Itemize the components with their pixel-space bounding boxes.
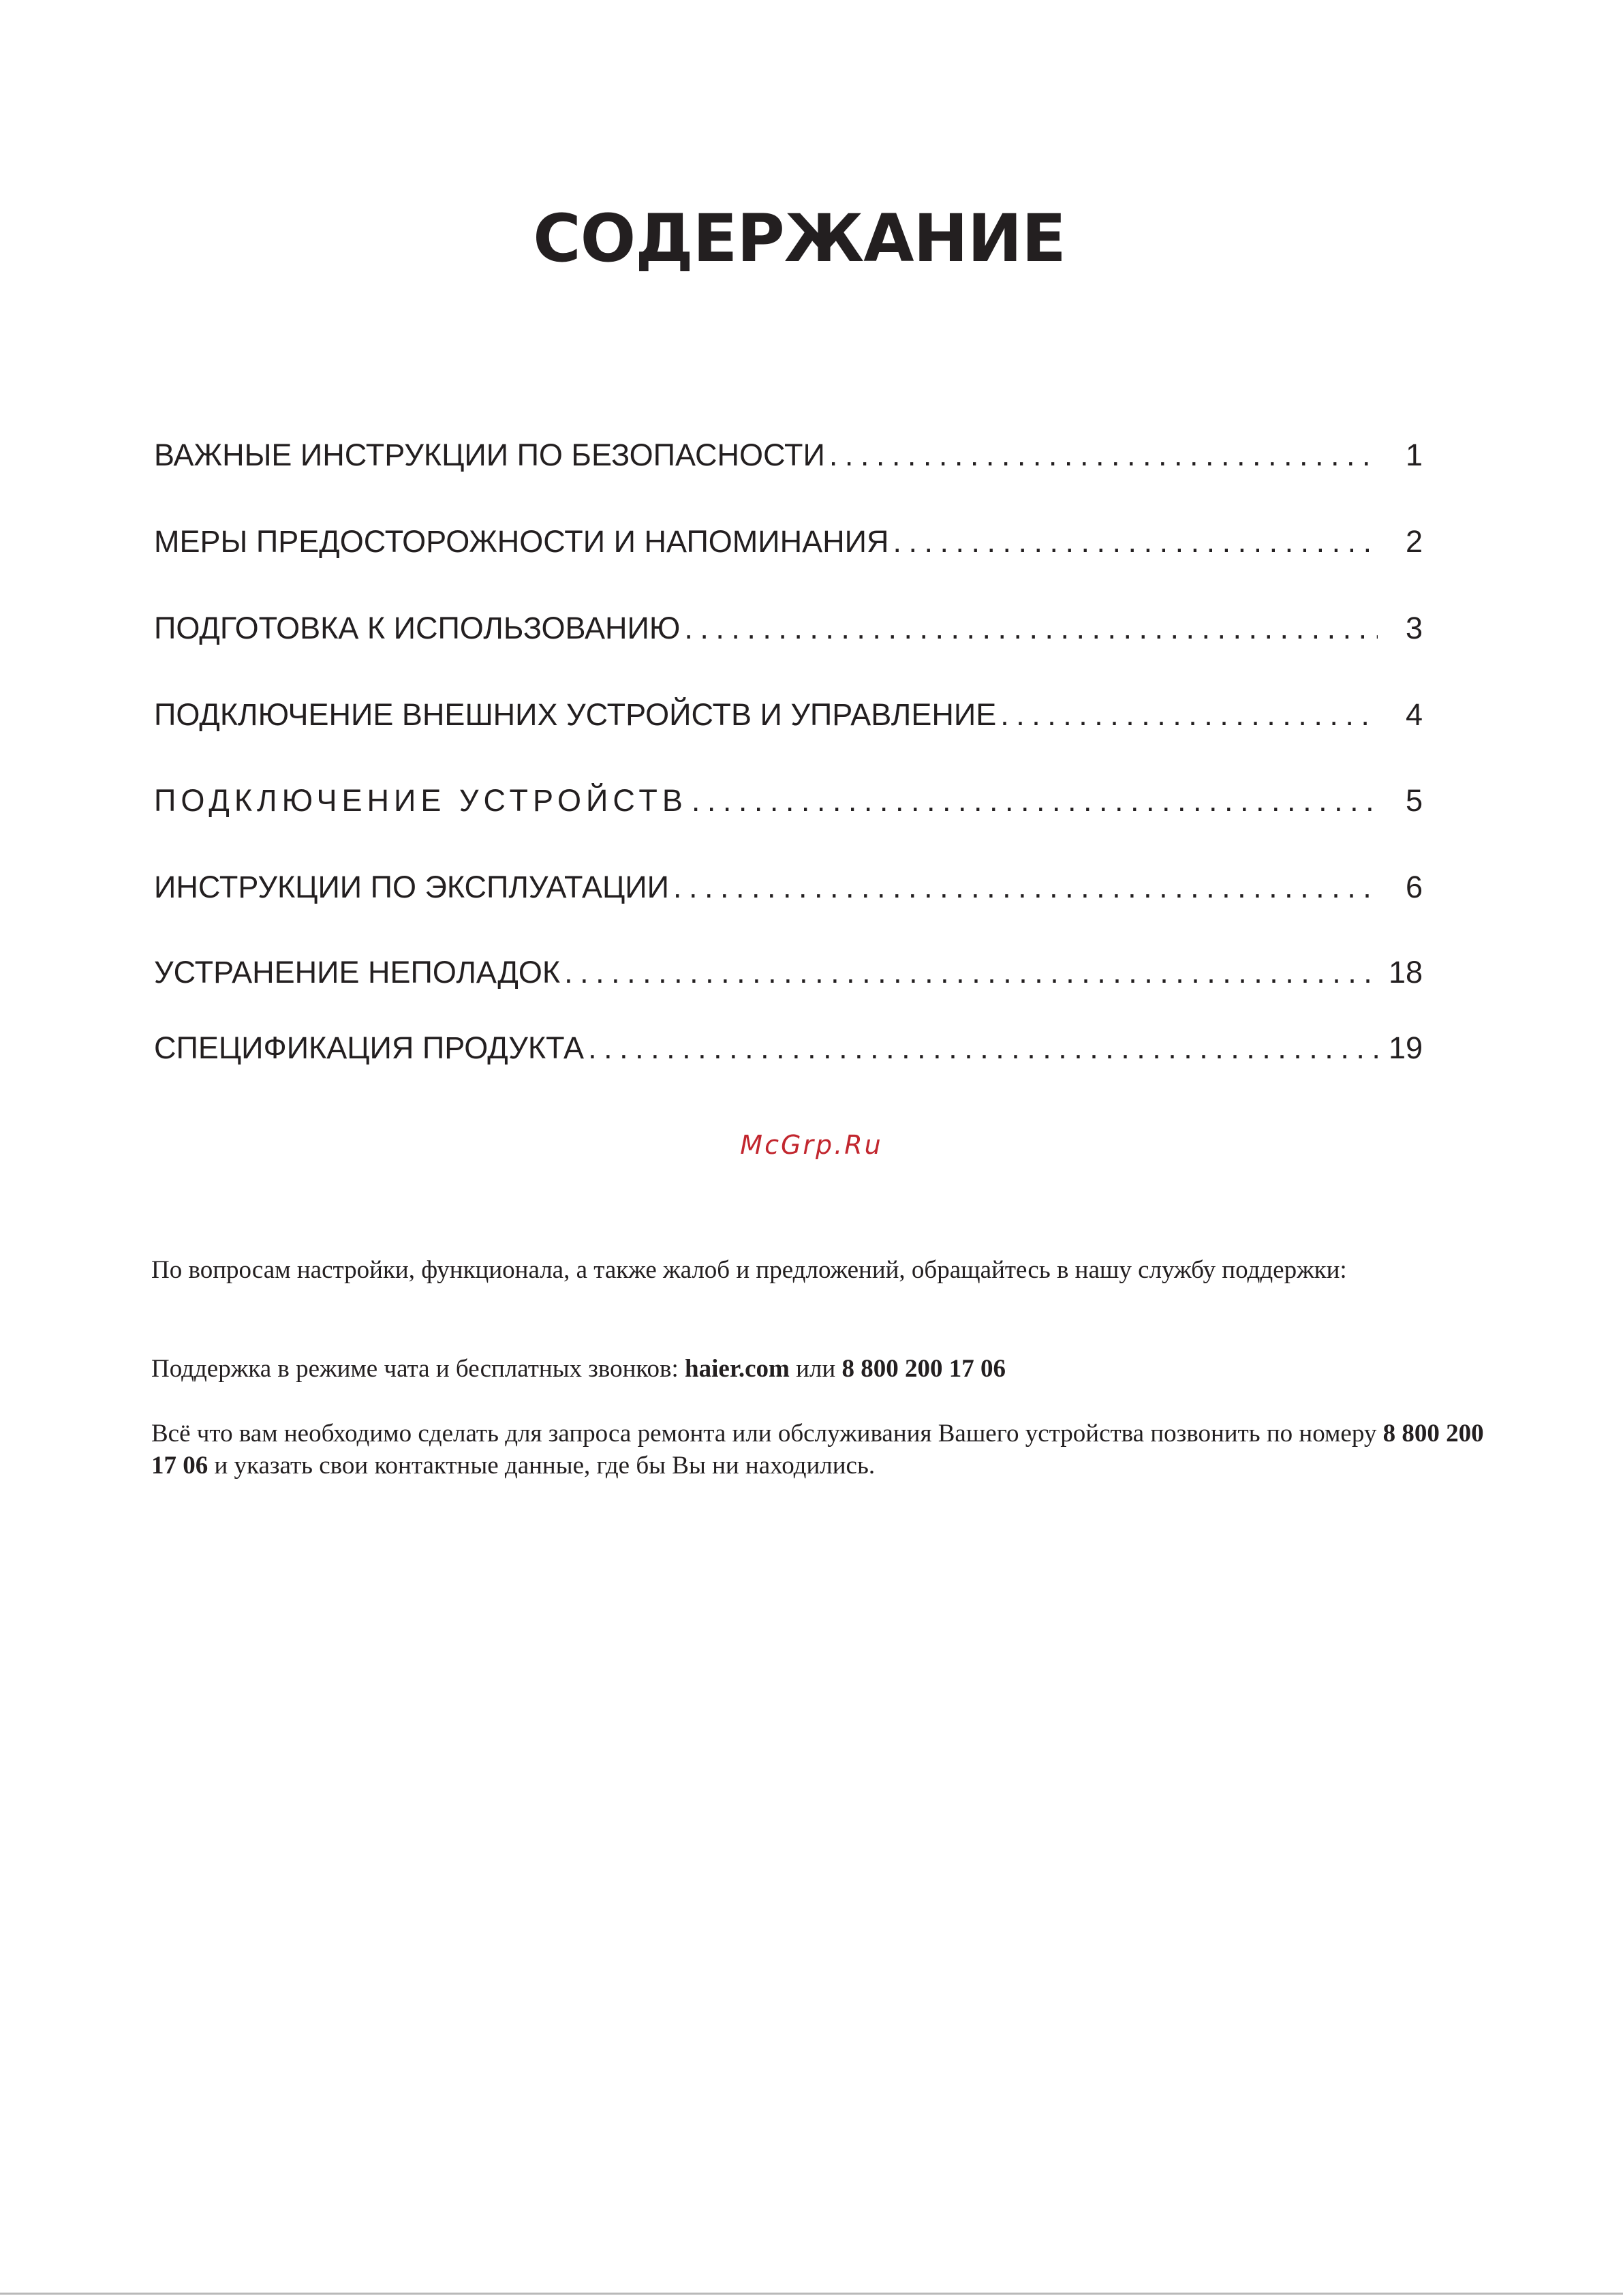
support-repair-phone: 8 800 200 17 06 [151, 1420, 1484, 1480]
toc-entry-title: ВАЖНЫЕ ИНСТРУКЦИИ ПО БЕЗОПАСНОСТИ [154, 438, 825, 472]
toc-entry-title: ИНСТРУКЦИИ ПО ЭКСПЛУАТАЦИИ [154, 870, 669, 904]
page-title: СОДЕРЖАНИЕ [533, 200, 1066, 277]
toc-leader-dots [564, 951, 1378, 994]
toc-entry-title: УСТРАНЕНИЕ НЕПОЛАДОК [154, 955, 561, 990]
toc-entry-title: ПОДГОТОВКА К ИСПОЛЬЗОВАНИЮ [154, 611, 681, 645]
support-intro: По вопросам настройки, функционала, а также жалоб и предложений, обращайтесь в нашу службу поддержки: [151, 1256, 1347, 1284]
toc-entry-title: СПЕЦИФИКАЦИЯ ПРОДУКТА [154, 1030, 585, 1065]
toc-entry-external-devices[interactable] [154, 693, 1423, 737]
toc-entry-page: 1 [1405, 438, 1423, 472]
toc-leader-dots [1000, 693, 1378, 737]
toc-leader-dots [673, 866, 1378, 909]
toc-entry-page: 6 [1405, 870, 1423, 904]
toc-entry-operating-instructions[interactable] [154, 866, 1423, 909]
toc-entry-title: ПОДКЛЮЧЕНИЕ ВНЕШНИХ УСТРОЙСТВ И УПРАВЛЕНИЕ [154, 697, 997, 732]
support-site-link[interactable]: haier.com [685, 1355, 790, 1383]
support-repair-suffix: и указать свои контактные данные, где бы Вы ни находились. [214, 1452, 876, 1480]
support-chat-line [151, 1353, 1487, 1385]
support-chat-or: или [796, 1355, 836, 1383]
toc-leader-dots [684, 607, 1378, 650]
toc-entry-title: МЕРЫ ПРЕДОСТОРОЖНОСТИ И НАПОМИНАНИЯ [154, 524, 889, 559]
support-repair-paragraph [151, 1418, 1487, 1482]
toc-entry-page: 3 [1405, 611, 1423, 645]
toc-entry-precautions[interactable] [154, 520, 1423, 564]
toc-leader-dots [893, 520, 1378, 564]
toc-entry-page: 19 [1388, 1030, 1423, 1065]
toc-leader-dots [829, 433, 1378, 477]
toc-entry-page: 18 [1388, 955, 1423, 990]
toc-leader-dots [692, 779, 1378, 823]
support-chat-prefix: Поддержка в режиме чата и бесплатных звонков: [151, 1355, 679, 1383]
toc-entry-page: 2 [1405, 524, 1423, 559]
watermark-link[interactable]: McGrp.Ru [740, 1130, 883, 1160]
toc-entry-page: 5 [1405, 783, 1423, 818]
toc-entry-troubleshooting[interactable] [154, 951, 1423, 994]
toc-entry-specification[interactable] [154, 1026, 1423, 1070]
toc-entry-safety[interactable] [154, 433, 1423, 477]
support-repair-prefix: Всё что вам необходимо сделать для запроса ремонта или обслуживания Вашего устройства позвонить по номеру [151, 1420, 1377, 1448]
support-phone: 8 800 200 17 06 [841, 1355, 1006, 1383]
toc-leader-dots [588, 1026, 1378, 1070]
page-bottom-divider [0, 2293, 1623, 2295]
toc-entry-device-connection[interactable] [154, 779, 1423, 823]
toc-entry-preparation[interactable] [154, 607, 1423, 650]
toc-entry-title: ПОДКЛЮЧЕНИЕ УСТРОЙСТВ [154, 783, 687, 818]
toc-entry-page: 4 [1405, 697, 1423, 732]
